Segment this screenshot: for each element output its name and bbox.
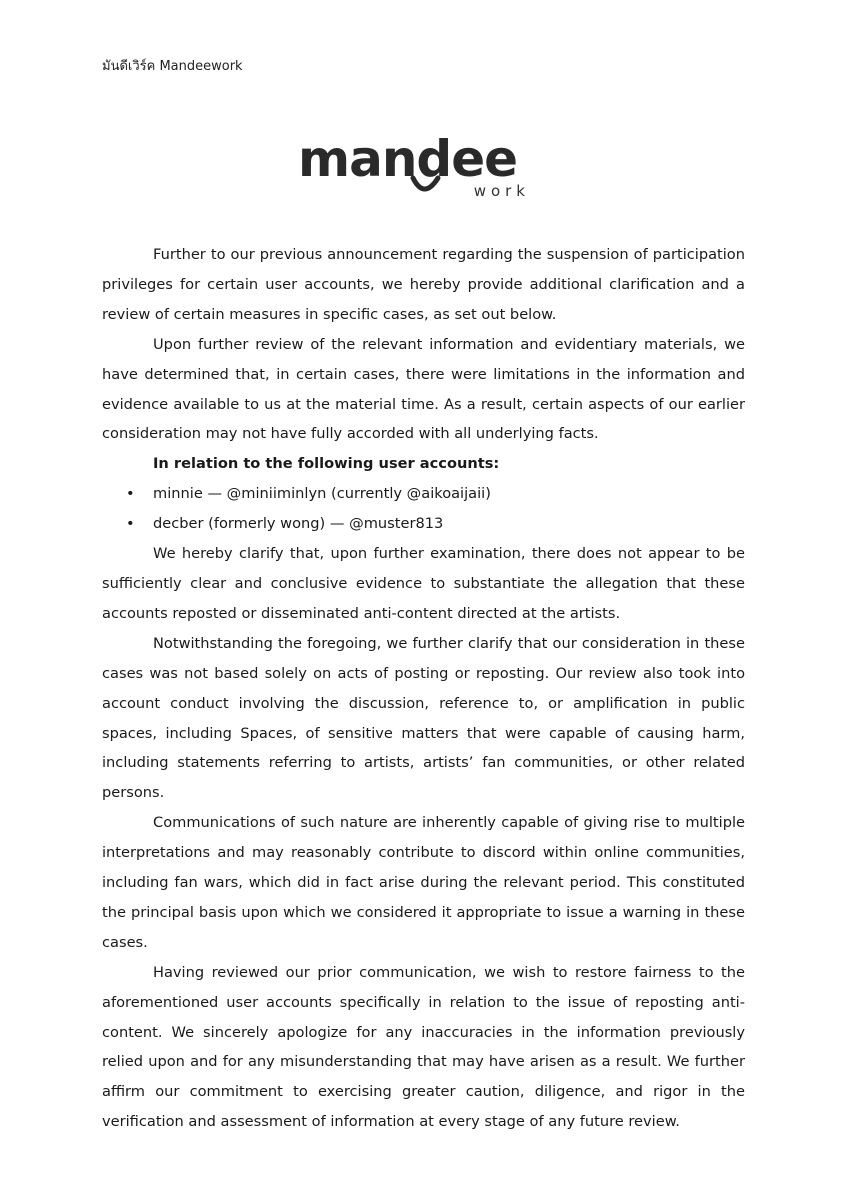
accounts-heading: In relation to the following user accounts: (153, 455, 500, 473)
account-entry: minnie — @miniiminlyn (currently @aikoaijaii) (153, 485, 491, 503)
document-header: มันดีเวิร์ค Mandeework (102, 59, 243, 74)
accounts-list (102, 479, 745, 539)
logo-subtitle: work (473, 182, 530, 200)
paragraph-clarification: We hereby clarify that, upon further examination, there does not appear to be sufficiently clear and conclusive evidence to substantiate the allegation that these accounts reposted or disseminated anti-content directed at the artists. (102, 545, 745, 622)
bullet-icon: • (126, 515, 135, 533)
bullet-icon: • (126, 485, 135, 503)
paragraph-apology: Having reviewed our prior communication, we wish to restore fairness to the aforementioned user accounts specifically in relation to the issue of reposting anti-content. We sincerely apologize for any inaccuracies in the information previously relied upon and for any misunderstanding that may have arisen as a result. We further affirm our commitment to exercising greater caution, diligence, and rigor in the verification and assessment of information at every stage of any future review. (102, 963, 745, 1131)
paragraph-review: Upon further review of the relevant information and evidentiary materials, we have determined that, in certain cases, there were limitations in the information and evidence available to us at the material time. As a result, certain aspects of our earlier consideration may not have fully accorded with all underlying facts. (102, 335, 745, 443)
logo-wordmark: mandee (298, 130, 518, 188)
list-item (102, 509, 745, 539)
list-item (102, 479, 745, 509)
paragraph-intro: Further to our previous announcement regarding the suspension of participation privileges for certain user accounts, we hereby provide additional clarification and a review of certain measures in specific cases, as set out below. (102, 246, 745, 323)
account-entry: decber (formerly wong) — @muster813 (153, 515, 444, 533)
paragraph-basis: Notwithstanding the foregoing, we further clarify that our consideration in these cases was not based solely on acts of posting or reposting. Our review also took into account conduct involving the discussion, reference to, or amplification in public spaces, including Spaces, of sensitive matters that were capable of causing harm, including statements referring to artists, artists’ fan communities, or other related persons. (102, 634, 745, 802)
mandee-logo (298, 130, 550, 210)
announcement-body (102, 240, 745, 1137)
paragraph-communications: Communications of such nature are inherently capable of giving rise to multiple interpretations and may reasonably contribute to discord within online communities, including fan wars, which did in fact arise during the relevant period. This constituted the principal basis upon which we considered it appropriate to issue a warning in these cases. (102, 814, 745, 951)
